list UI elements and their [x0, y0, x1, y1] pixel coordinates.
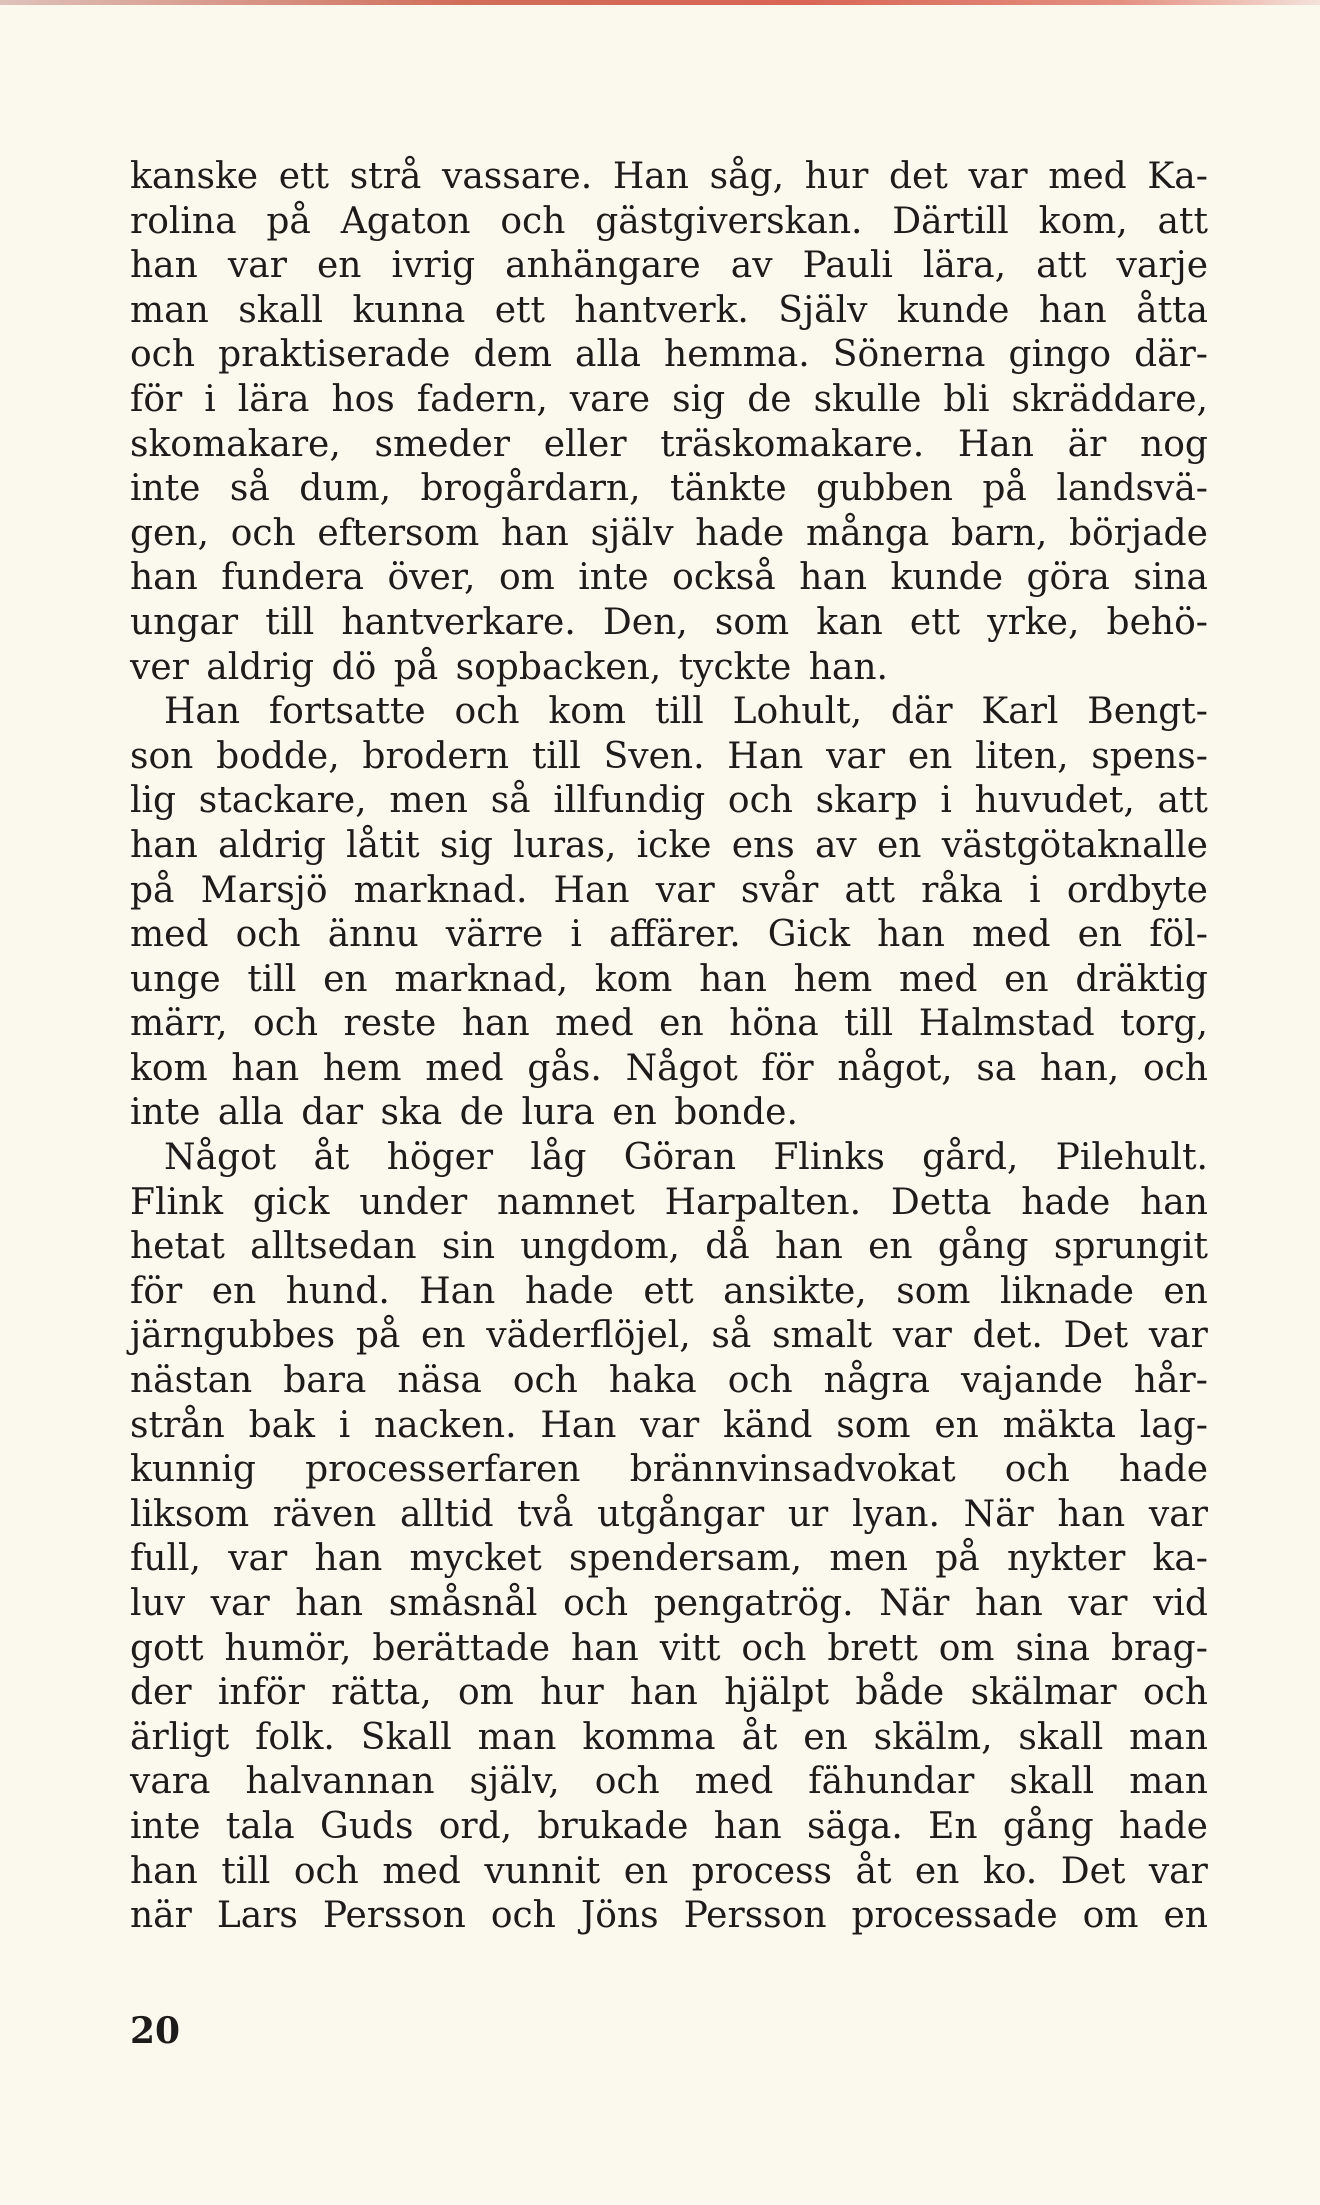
text-line: inte så dum, brogårdarn, tänkte gubben på landsvä-: [130, 468, 1208, 510]
text-line: man skall kunna ett hantverk. Själv kunde han åtta: [130, 289, 1208, 331]
text-line: strån bak i nacken. Han var känd som en mäkta lag-: [130, 1404, 1208, 1446]
text-line: full, var han mycket spendersam, men på nykter ka-: [130, 1538, 1208, 1580]
text-line: skomakare, smeder eller träskomakare. Han är nog: [130, 423, 1208, 465]
text-line: med och ännu värre i affärer. Gick han med en föl-: [130, 914, 1208, 956]
page-top-edge: [0, 0, 1320, 5]
text-line: gen, och eftersom han själv hade många barn, började: [130, 512, 1208, 554]
text-line: vara halvannan själv, och med fähundar skall man: [130, 1761, 1208, 1803]
text-line: och praktiserade dem alla hemma. Sönerna gingo där-: [130, 334, 1208, 376]
text-line: nästan bara näsa och haka och några vajande hår-: [130, 1360, 1208, 1402]
text-line: för en hund. Han hade ett ansikte, som liknade en: [130, 1270, 1208, 1312]
text-line: märr, och reste han med en höna till Halmstad torg,: [130, 1003, 1208, 1045]
text-line: son bodde, brodern till Sven. Han var en liten, spens-: [130, 735, 1208, 777]
text-line: ärligt folk. Skall man komma åt en skälm, skall man: [130, 1716, 1208, 1758]
text-line: lig stackare, men så illfundig och skarp i huvudet, att: [130, 780, 1208, 822]
text-line: på Marsjö marknad. Han var svår att råka i ordbyte: [130, 869, 1208, 911]
text-line: för i lära hos fadern, vare sig de skulle bli skräddare,: [130, 378, 1208, 420]
text-line: kanske ett strå vassare. Han såg, hur det var med Ka-: [130, 156, 1208, 197]
text-line: der inför rätta, om hur han hjälpt både skälmar och: [130, 1672, 1208, 1714]
text-line: luv var han småsnål och pengatrög. När han var vid: [130, 1583, 1208, 1624]
text-line: rolina på Agaton och gästgiverskan. Därtill kom, att: [130, 200, 1208, 242]
text-line: Han fortsatte och kom till Lohult, där Karl Bengt-: [164, 691, 1208, 733]
text-line: kunnig processerfaren brännvinsadvokat och hade: [130, 1449, 1208, 1491]
text-line: inte tala Guds ord, brukade han säga. En gång hade: [130, 1805, 1208, 1847]
text-line: unge till en marknad, kom han hem med en dräktig: [130, 958, 1208, 1000]
page-number: 20: [130, 2010, 181, 2052]
text-line: han var en ivrig anhängare av Pauli lära, att varje: [130, 245, 1208, 287]
text-line: han till och med vunnit en process åt en ko. Det var: [130, 1850, 1208, 1892]
text-line: inte alla dar ska de lura en bonde.: [130, 1092, 798, 1134]
text-line: gott humör, berättade han vitt och brett om sina brag-: [130, 1627, 1208, 1669]
text-line: ver aldrig dö på sopbacken, tyckte han.: [130, 646, 888, 688]
text-line: han aldrig låtit sig luras, icke ens av en västgötaknalle: [130, 824, 1208, 866]
text-line: ungar till hantverkare. Den, som kan ett yrke, behö-: [130, 601, 1208, 643]
text-line: när Lars Persson och Jöns Persson processade om en: [130, 1895, 1208, 1937]
text-line: liksom räven alltid två utgångar ur lyan. När han var: [130, 1493, 1208, 1535]
text-line: Något åt höger låg Göran Flinks gård, Pilehult.: [164, 1137, 1208, 1179]
text-line: järngubbes på en väderflöjel, så smalt var det. Det var: [130, 1315, 1208, 1357]
text-line: hetat alltsedan sin ungdom, då han en gång sprungit: [130, 1226, 1208, 1268]
text-line: kom han hem med gås. Något för något, sa han, och: [130, 1047, 1208, 1089]
body-text: [130, 155, 1208, 1939]
text-line: Flink gick under namnet Harpalten. Detta hade han: [130, 1181, 1208, 1223]
text-line: han fundera över, om inte också han kunde göra sina: [130, 557, 1208, 599]
